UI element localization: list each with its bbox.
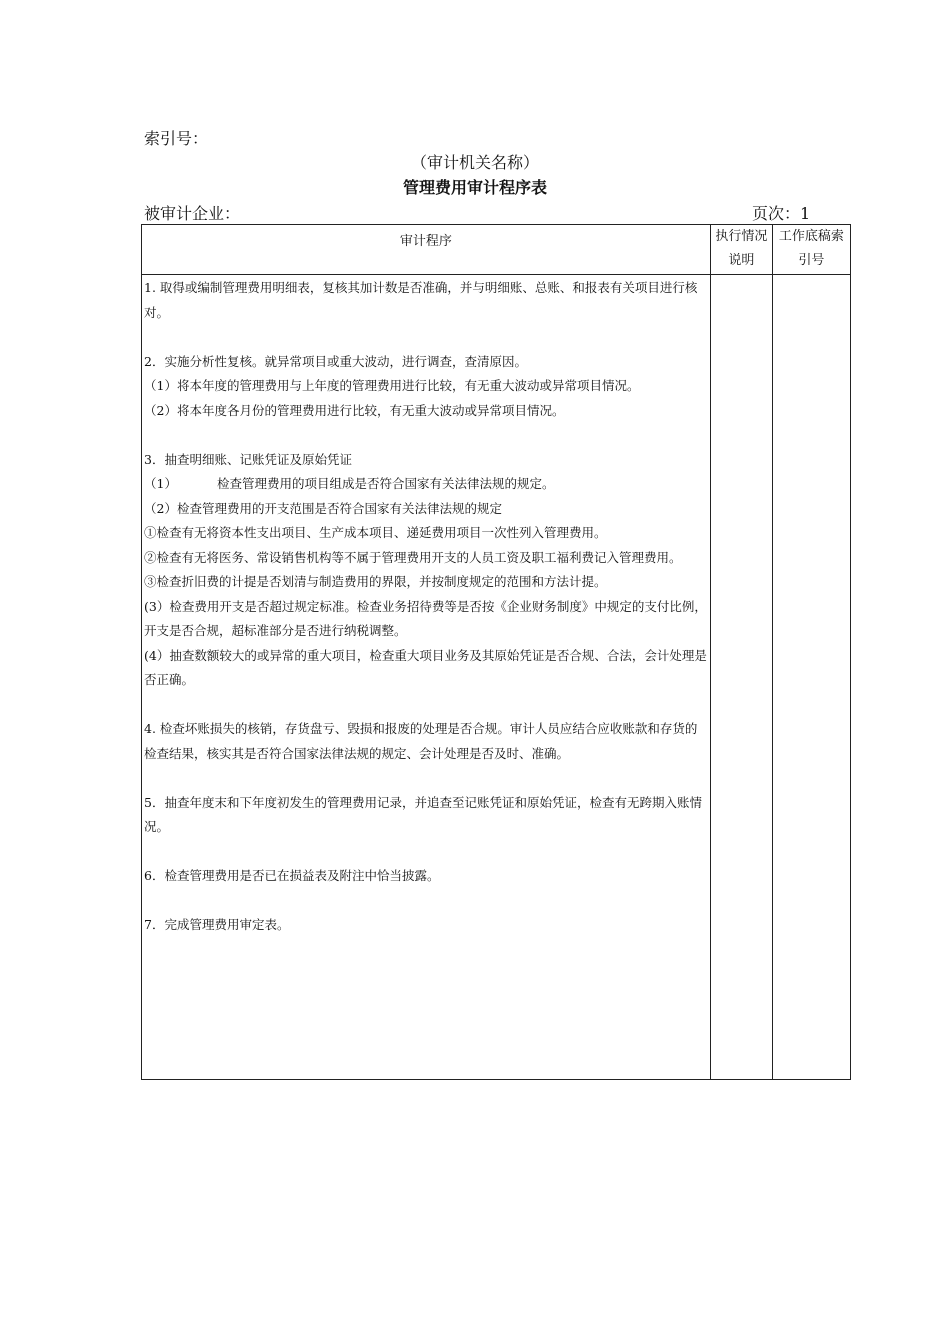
step-6: 6．检查管理费用是否已在损益表及附注中恰当披露。 bbox=[144, 868, 440, 883]
step-3-2-b: ②检查有无将医务、常设销售机构等不属于管理费用开支的人员工资及职工福利费记入管理费用。 bbox=[144, 549, 682, 565]
table-body-row bbox=[142, 275, 851, 1080]
workpaper-ref-cell bbox=[772, 275, 850, 1080]
step-3-4: (4）抽查数额较大的或异常的重大项目，检查重大项目业务及其原始凭证是否合规、合法，会计处理是否正确。 bbox=[144, 647, 707, 687]
step-3: 3．抽查明细账、记账凭证及原始凭证 bbox=[144, 451, 352, 467]
table-header-row bbox=[142, 225, 851, 275]
spacer bbox=[144, 840, 708, 865]
step-1: 1. 取得或编制管理费用明细表，复核其加计数是否准确，并与明细账、总账、和报表有关项目进行核对。 bbox=[144, 280, 698, 320]
header-workpaper-line2: 引号 bbox=[798, 253, 825, 268]
step-3-1-number: （1） bbox=[144, 476, 177, 491]
spacer bbox=[144, 766, 708, 791]
header-workpaper-ref bbox=[772, 225, 850, 275]
step-3-2: （2）检查管理费用的开支范围是否符合国家有关法律法规的规定 bbox=[144, 500, 502, 516]
step-3-3: (3）检查费用开支是否超过规定标准。检查业务招待费等是否按《企业财务制度》中规定的支付比例，开支是否合规，超标准部分是否进行纳税调整。 bbox=[144, 598, 707, 638]
header-execution-line1: 执行情况 bbox=[715, 229, 768, 244]
spacer bbox=[144, 325, 708, 350]
header-execution-notes bbox=[710, 225, 772, 275]
document-title: 管理费用审计程序表 bbox=[402, 178, 547, 197]
execution-notes-cell bbox=[710, 275, 772, 1080]
step-2-2: （2）将本年度各月份的管理费用进行比较，有无重大波动或异常项目情况。 bbox=[144, 402, 565, 418]
procedure-steps-cell bbox=[142, 275, 711, 1080]
header-workpaper-line1: 工作底稿索 bbox=[778, 229, 844, 244]
audit-program-table bbox=[141, 224, 851, 1080]
step-2: 2．实施分析性复核。就异常项目或重大波动，进行调查，查清原因。 bbox=[144, 353, 527, 369]
header-execution-line2: 说明 bbox=[728, 253, 755, 268]
index-number-label: 索引号： bbox=[144, 129, 209, 148]
step-3-2-c: ③检查折旧费的计提是否划清与制造费用的界限，并按制度规定的范围和方法计提。 bbox=[144, 574, 607, 589]
step-4: 4. 检查坏账损失的核销，存货盘亏、毁损和报废的处理是否合规。审计人员应结合应收账款和存货的检查结果，核实其是否符合国家法律法规的规定、会计处理是否及时、准确。 bbox=[144, 721, 698, 761]
step-3-1-text: 检查管理费用的项目组成是否符合国家有关法律法规的规定。 bbox=[216, 476, 555, 491]
page-number-label: 页次：1 bbox=[752, 204, 811, 223]
spacer bbox=[144, 889, 708, 914]
step-3-1 bbox=[144, 472, 708, 497]
audited-company-label: 被审计企业： bbox=[144, 204, 241, 223]
header-audit-procedure: 审计程序 bbox=[142, 225, 711, 275]
audit-organization-name: （审计机关名称） bbox=[410, 153, 539, 172]
spacer bbox=[144, 423, 708, 448]
step-3-2-a: ①检查有无将资本性支出项目、生产成本项目、递延费用项目一次性列入管理费用。 bbox=[144, 525, 607, 540]
step-7: 7．完成管理费用审定表。 bbox=[144, 917, 290, 932]
step-2-1: （1）将本年度的管理费用与上年度的管理费用进行比较，有无重大波动或异常项目情况。 bbox=[144, 378, 640, 393]
step-5: 5．抽查年度末和下年度初发生的管理费用记录，并追查至记账凭证和原始凭证，检查有无跨期入账情况。 bbox=[144, 794, 702, 834]
spacer bbox=[144, 693, 708, 718]
